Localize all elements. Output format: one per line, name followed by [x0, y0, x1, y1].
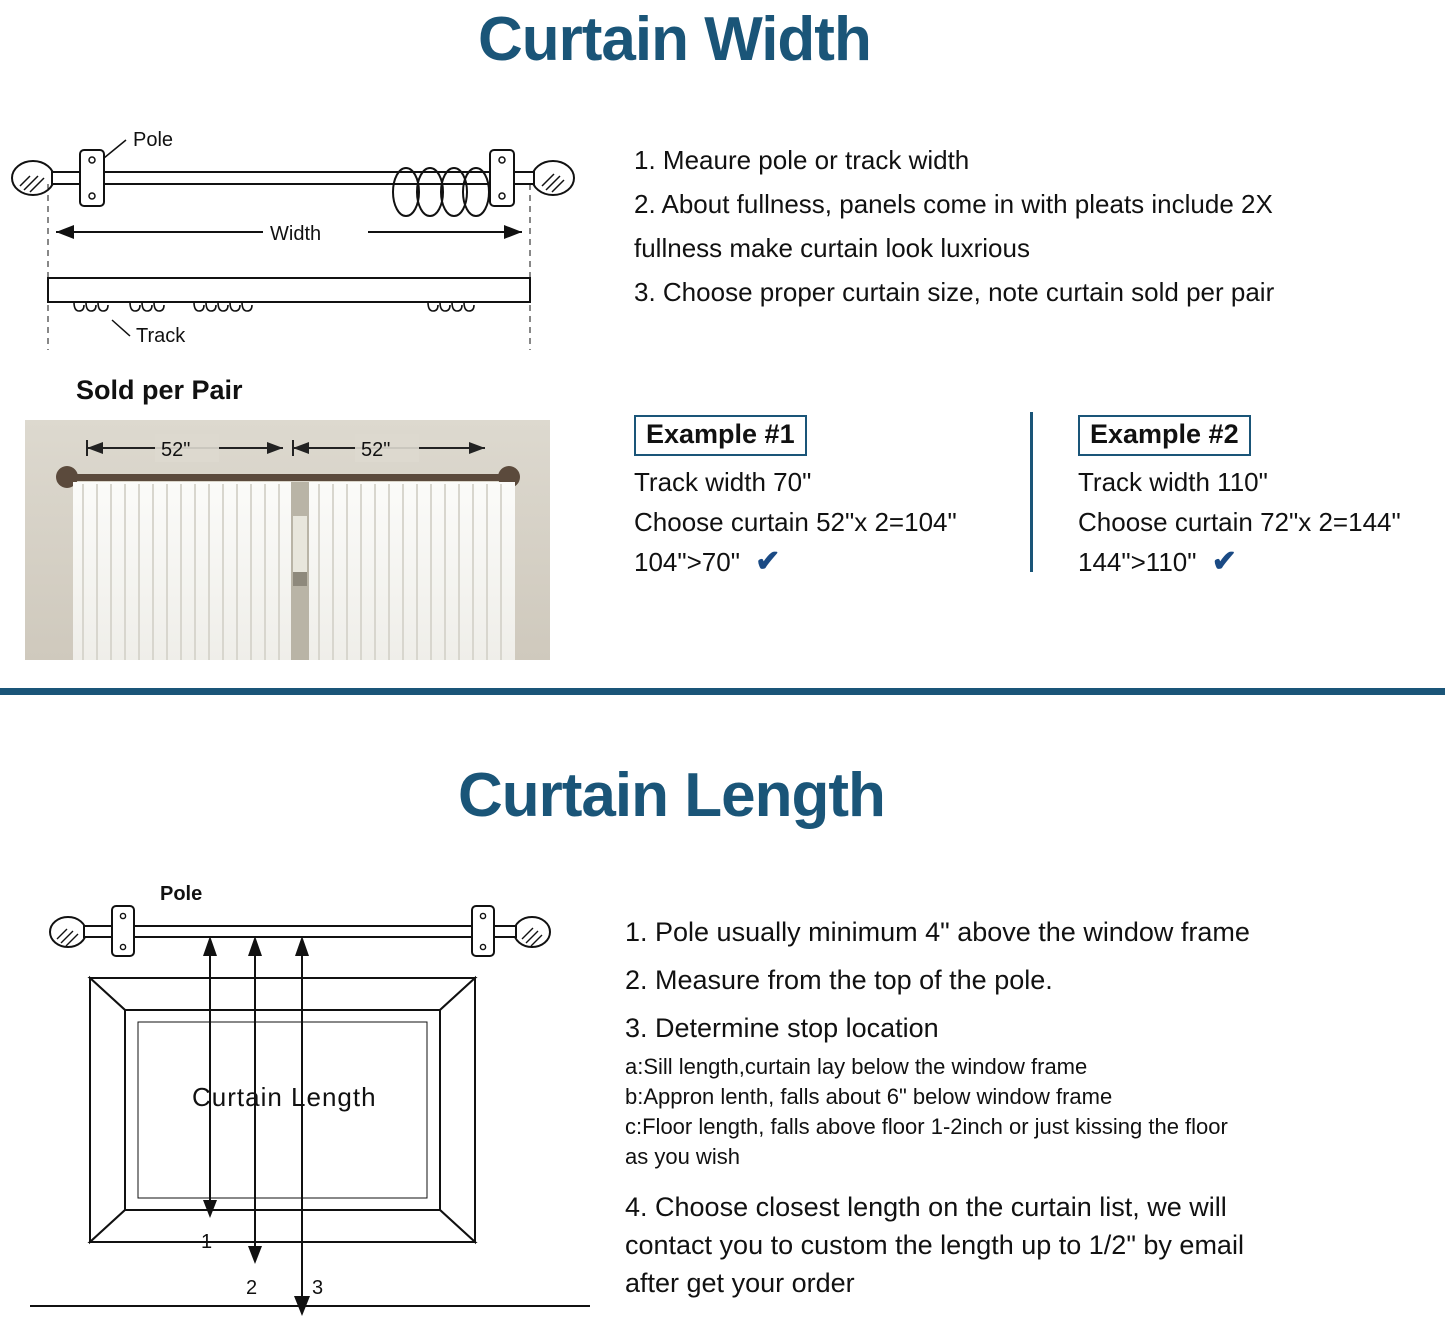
curtain-width-title: Curtain Width	[478, 5, 871, 74]
example-divider	[1030, 412, 1033, 572]
length-step-4: 4. Choose closest length on the curtain list, we will	[625, 1192, 1227, 1222]
pole-label-text-2: Pole	[160, 883, 203, 905]
marker-3-text: 3	[312, 1277, 324, 1299]
marker-1-text: 1	[201, 1231, 213, 1253]
check-icon: ✔	[1211, 545, 1237, 578]
example-2-block	[1078, 415, 1445, 582]
width-step-3: 3. Choose proper curtain size, note curtain sold per pair	[634, 277, 1275, 307]
window-length-diagram	[20, 870, 600, 1320]
length-step-3: 3. Determine stop location	[625, 1013, 939, 1043]
track-label-text: Track	[136, 325, 186, 347]
example-2-line-2: Choose curtain 72"x 2=144"	[1078, 507, 1401, 537]
length-step-4-cont-2: after get your order	[625, 1268, 855, 1298]
width-step-1: 1. Meaure pole or track width	[634, 145, 970, 175]
width-step-2-cont: fullness make curtain look luxrious	[634, 233, 1030, 263]
example-1-line-1: Track width 70"	[634, 467, 812, 497]
length-step-2: 2. Measure from the top of the pole.	[625, 965, 1053, 995]
length-step-1: 1. Pole usually minimum 4" above the window frame	[625, 917, 1250, 947]
example-1-block	[634, 415, 1014, 582]
width-label-text: Width	[270, 223, 322, 245]
width-step-2: 2. About fullness, panels come in with pleats include 2X	[634, 189, 1273, 219]
example-1-line-2: Choose curtain 52"x 2=104"	[634, 507, 957, 537]
check-icon: ✔	[755, 545, 781, 578]
length-substep-a: a:Sill length,curtain lay below the window frame	[625, 1054, 1088, 1079]
example-1-line-3-row	[634, 542, 1014, 582]
pole-track-diagram	[8, 120, 608, 360]
section-divider	[0, 688, 1445, 695]
length-substep-b: b:Appron lenth, falls about 6" below window frame	[625, 1084, 1113, 1109]
width-instructions	[634, 138, 1424, 314]
marker-2-text: 2	[246, 1277, 258, 1299]
pole-label-text: Pole	[133, 129, 174, 151]
right-measure-text: 52"	[361, 439, 391, 461]
length-step-4-cont-1: contact you to custom the length up to 1/2" by email	[625, 1230, 1244, 1260]
left-measure-text: 52"	[161, 439, 191, 461]
example-1-heading: Example #1	[634, 415, 807, 456]
curtain-length-label-text: Curtain Length	[192, 1082, 377, 1112]
sold-per-pair-label: Sold per Pair	[76, 375, 243, 405]
length-substep-c-cont: as you wish	[625, 1144, 740, 1169]
example-1-line-3: 104">70"	[634, 547, 740, 577]
example-2-line-3: 144">110"	[1078, 547, 1197, 577]
length-substep-c: c:Floor length, falls above floor 1-2inch or just kissing the floor	[625, 1114, 1228, 1139]
example-2-heading: Example #2	[1078, 415, 1251, 456]
example-2-line-3-row	[1078, 542, 1445, 582]
example-2-line-1: Track width 110"	[1078, 467, 1268, 497]
curtain-length-title: Curtain Length	[458, 761, 885, 830]
length-instructions	[625, 908, 1425, 1302]
curtain-pair-photo	[25, 420, 550, 660]
